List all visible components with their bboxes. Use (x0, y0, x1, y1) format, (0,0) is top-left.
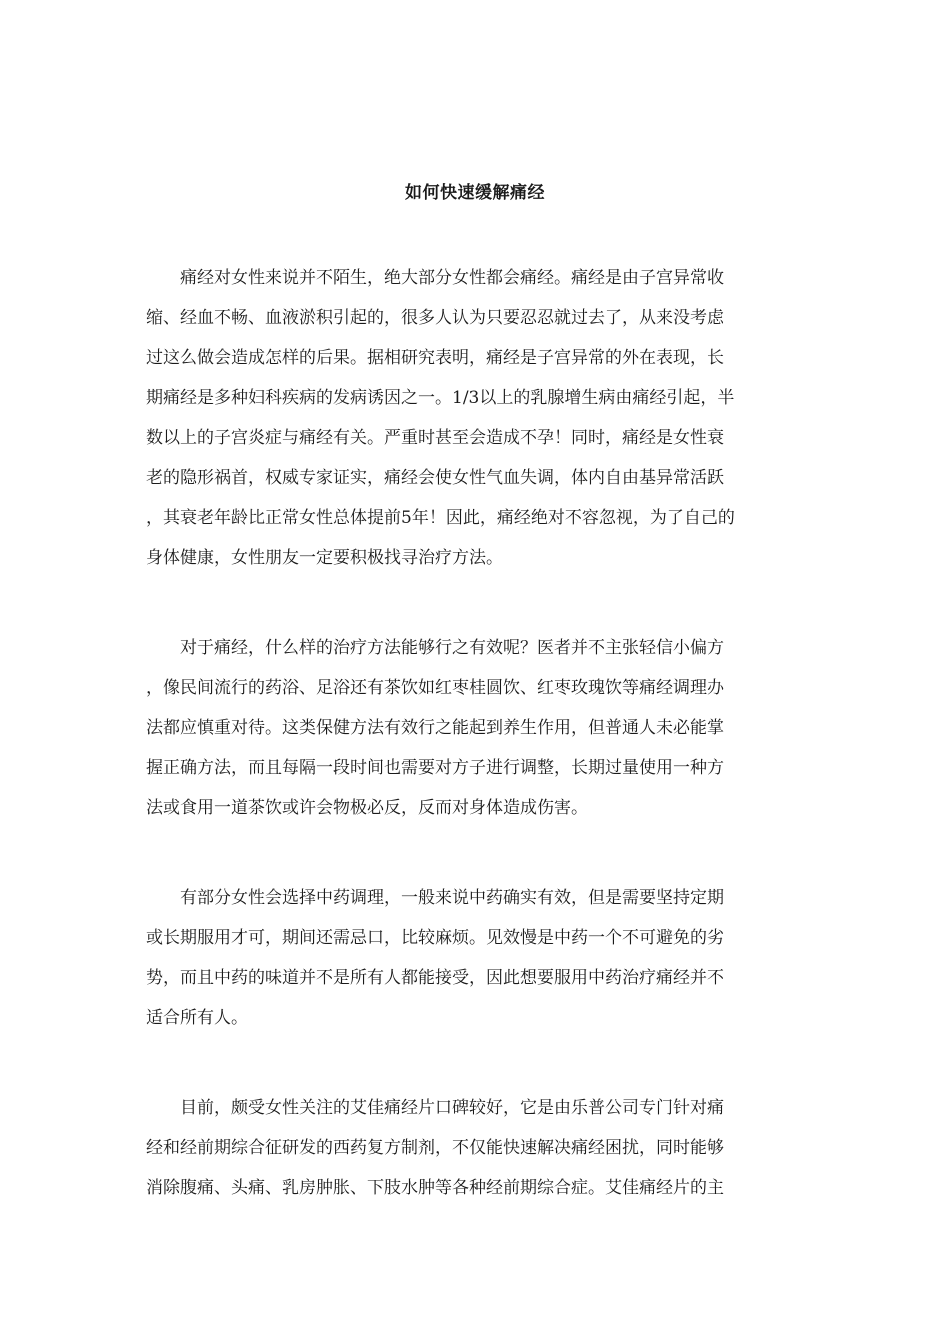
text-line: 势，而且中药的味道并不是所有人都能接受，因此想要服用中药治疗痛经并不 (146, 968, 724, 988)
text-line: 或长期服用才可，期间还需忌口，比较麻烦。见效慢是中药一个不可避免的劣 (146, 928, 724, 948)
document-title: 如何快速缓解痛经 (405, 183, 545, 203)
text-line: 消除腹痛、头痛、乳房肿胀、下肢水肿等各种经前期综合症。艾佳痛经片的主 (146, 1178, 724, 1198)
text-line: 目前，颇受女性关注的艾佳痛经片口碑较好，它是由乐普公司专门针对痛 (180, 1098, 724, 1118)
text-line: 适合所有人。 (146, 1008, 248, 1028)
text-line: 经和经前期综合征研发的西药复方制剂，不仅能快速解决痛经困扰，同时能够 (146, 1138, 724, 1158)
text-line: 缩、经血不畅、血液淤积引起的，很多人认为只要忍忍就过去了，从来没考虑 (146, 308, 724, 328)
text-line: 老的隐形祸首，权威专家证实，痛经会使女性气血失调，体内自由基异常活跃 (146, 468, 724, 488)
text-line: 法或食用一道茶饮或许会物极必反，反而对身体造成伤害。 (146, 798, 588, 818)
text-line: 期痛经是多种妇科疾病的发病诱因之一。1/3以上的乳腺增生病由痛经引起，半 (146, 388, 735, 408)
text-line: 痛经对女性来说并不陌生，绝大部分女性都会痛经。痛经是由子宫异常收 (180, 268, 724, 288)
text-line: 对于痛经，什么样的治疗方法能够行之有效呢？医者并不主张轻信小偏方 (180, 638, 724, 658)
text-line: 身体健康，女性朋友一定要积极找寻治疗方法。 (146, 548, 503, 568)
text-line: 过这么做会造成怎样的后果。据相研究表明，痛经是子宫异常的外在表现，长 (146, 348, 724, 368)
text-line: ，像民间流行的药浴、足浴还有茶饮如红枣桂圆饮、红枣玫瑰饮等痛经调理办 (146, 678, 724, 698)
text-line: ，其衰老年龄比正常女性总体提前5年！因此，痛经绝对不容忽视，为了自己的 (146, 508, 735, 528)
text-line: 握正确方法，而且每隔一段时间也需要对方子进行调整，长期过量使用一种方 (146, 758, 724, 778)
text-line: 数以上的子宫炎症与痛经有关。严重时甚至会造成不孕！同时，痛经是女性衰 (146, 428, 724, 448)
text-line: 法都应慎重对待。这类保健方法有效行之能起到养生作用，但普通人未必能掌 (146, 718, 724, 738)
text-line: 有部分女性会选择中药调理，一般来说中药确实有效，但是需要坚持定期 (180, 888, 724, 908)
